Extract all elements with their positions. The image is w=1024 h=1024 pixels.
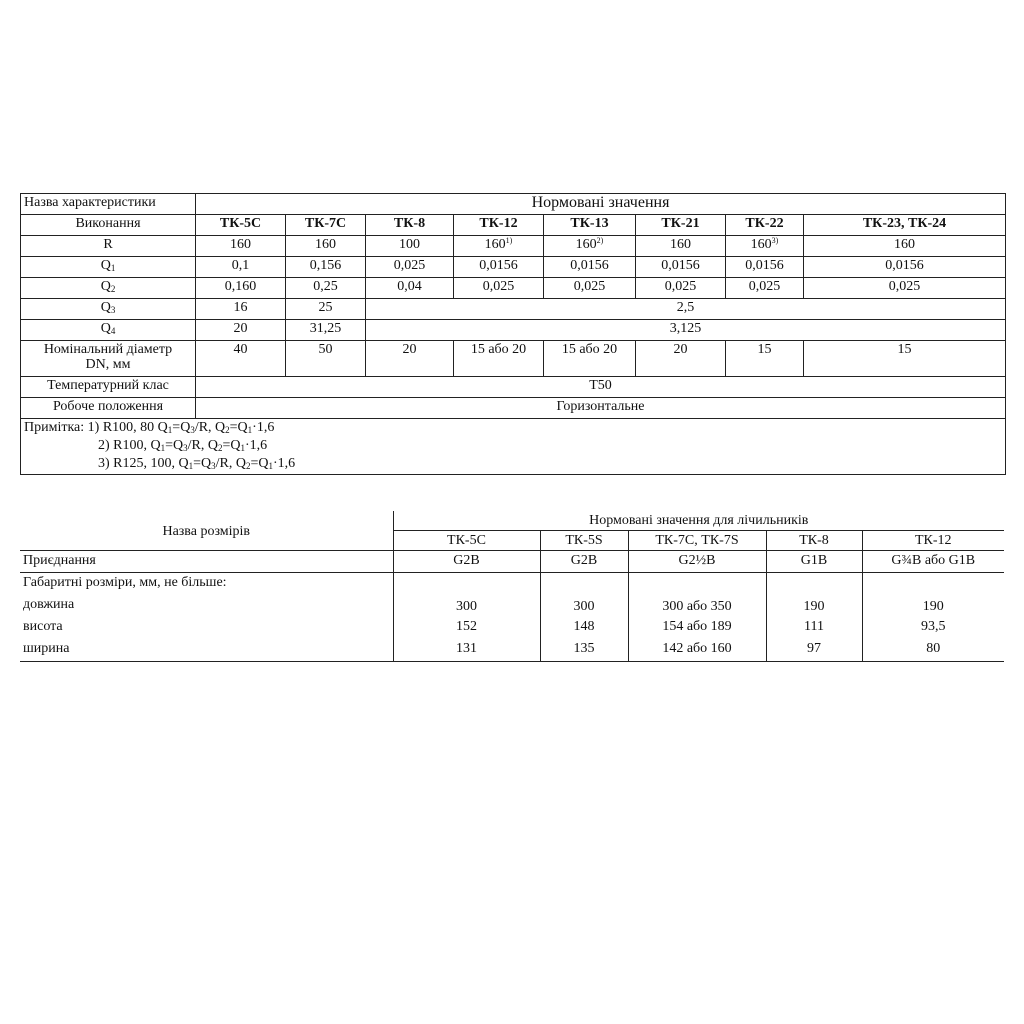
value-cell: 190 [766, 595, 862, 617]
value-cell: G1B [766, 551, 862, 573]
q-subscript: 3 [211, 461, 216, 471]
value-cell-merged: 2,5 [366, 299, 1006, 320]
value-cell: 160 [636, 236, 726, 257]
row-label [21, 278, 196, 299]
value-cell-merged: Горизонтальне [196, 398, 1006, 419]
row-label: Температурний клас [21, 377, 196, 398]
value-cell: 31,25 [286, 320, 366, 341]
model-cell: ТК-21 [636, 215, 726, 236]
length-row [20, 595, 1004, 617]
q-subscript: 3 [190, 425, 195, 435]
value-cell: 40 [196, 341, 286, 377]
value-cell: 0,025 [726, 278, 804, 299]
note-text: =Q [222, 438, 241, 453]
footnote-mark: 3) [771, 236, 779, 245]
q-letter: Q [100, 300, 111, 315]
table-header-row [20, 511, 1004, 531]
q-subscript: 2 [245, 461, 251, 471]
value-cell: 0,025 [544, 278, 636, 299]
value-cell: 0,0156 [454, 257, 544, 278]
value-cell [726, 236, 804, 257]
value-cell: 0,1 [196, 257, 286, 278]
note-text: =Q [193, 456, 212, 471]
q-subscript: 2 [217, 443, 223, 453]
value-text: 160 [575, 237, 597, 252]
value-text: 160 [750, 237, 772, 252]
note-text: /R, Q [187, 438, 218, 453]
value-cell: 20 [636, 341, 726, 377]
note-line-2 [24, 438, 1002, 456]
model-cell: ТК-7С [286, 215, 366, 236]
temp-class-row [21, 377, 1006, 398]
value-cell: 0,0156 [726, 257, 804, 278]
q-subscript: 4 [110, 326, 116, 336]
q-letter: Q [100, 258, 111, 273]
value-cell: 300 або 350 [628, 595, 766, 617]
value-cell-merged: 3,125 [366, 320, 1006, 341]
model-cell: ТК-12 [454, 215, 544, 236]
dims-title-row [20, 573, 1004, 596]
value-cell: 0,04 [366, 278, 454, 299]
row-label [21, 320, 196, 341]
value-cell: 148 [540, 617, 628, 639]
q-subscript: 1 [240, 443, 245, 453]
row-label: Робоче положення [21, 398, 196, 419]
row-label: R [21, 236, 196, 257]
value-cell: 0,025 [636, 278, 726, 299]
q-subscript: 1 [247, 425, 253, 435]
dimensions-table [20, 511, 1004, 662]
note-text: 2) R100, Q [98, 438, 161, 453]
model-cell: ТК-7С, ТК-7S [628, 531, 766, 551]
model-cell: ТК-8 [766, 531, 862, 551]
value-cell: 93,5 [862, 617, 1004, 639]
q3-row [21, 299, 1006, 320]
q-subscript: 1 [268, 461, 273, 471]
value-cell: G2B [540, 551, 628, 573]
q4-row [21, 320, 1006, 341]
note-text: /R, Q [215, 456, 246, 471]
note-text: 3) R125, 100, Q [98, 456, 189, 471]
note-text: ·1,6 [273, 456, 296, 471]
q-subscript: 2 [225, 425, 230, 435]
note-text: =Q [172, 420, 191, 435]
value-cell: 0,025 [804, 278, 1006, 299]
model-cell: ТК-22 [726, 215, 804, 236]
dn-label-line2: DN, мм [85, 357, 131, 372]
note-text: 1) R100, 80 Q [87, 420, 168, 435]
models-row [21, 215, 1006, 236]
value-cell: 15 або 20 [544, 341, 636, 377]
header-values-cell: Нормовані значення [196, 194, 1006, 215]
value-cell: 0,25 [286, 278, 366, 299]
note-text: =Q [165, 438, 184, 453]
value-text: 160 [484, 237, 506, 252]
q-subscript: 1 [188, 461, 194, 471]
value-cell: 300 [540, 595, 628, 617]
note-text: =Q [229, 420, 248, 435]
value-cell: 0,0156 [544, 257, 636, 278]
value-cell: 100 [366, 236, 454, 257]
value-cell: 15 або 20 [454, 341, 544, 377]
notes-cell [21, 419, 1006, 475]
value-cell-merged: Т50 [196, 377, 1006, 398]
value-cell: G¾B або G1B [862, 551, 1004, 573]
value-cell: 160 [286, 236, 366, 257]
row-label: ширина [20, 639, 393, 662]
value-cell [544, 236, 636, 257]
value-cell: 50 [286, 341, 366, 377]
model-cell: ТК-5S [540, 531, 628, 551]
height-row [20, 617, 1004, 639]
value-cell: 20 [366, 341, 454, 377]
q-letter: Q [100, 321, 111, 336]
value-cell: 300 [393, 595, 540, 617]
value-cell: 0,0156 [636, 257, 726, 278]
note-text: ·1,6 [245, 438, 268, 453]
q-subscript: 1 [167, 425, 173, 435]
value-cell: 16 [196, 299, 286, 320]
position-row [21, 398, 1006, 419]
value-cell: G2B [393, 551, 540, 573]
value-cell: 0,0156 [804, 257, 1006, 278]
dims-title: Габаритні розміри, мм, не більше: [23, 575, 227, 590]
value-cell: 131 [393, 639, 540, 662]
row-label [21, 299, 196, 320]
q2-row [21, 278, 1006, 299]
dn-row [21, 341, 1006, 377]
row-label [21, 341, 196, 377]
value-cell: 0,025 [366, 257, 454, 278]
width-row [20, 639, 1004, 662]
note-text: /R, Q [194, 420, 226, 435]
footnote-mark: 2) [596, 236, 604, 245]
value-cell: 20 [196, 320, 286, 341]
header-values-cell: Нормовані значення для лічильників [393, 511, 1004, 531]
value-cell: 135 [540, 639, 628, 662]
note-line-1 [24, 420, 1002, 438]
value-cell: G2½B [628, 551, 766, 573]
notes-row [21, 419, 1006, 475]
q-subscript: 3 [110, 305, 116, 315]
value-cell [454, 236, 544, 257]
q-subscript: 3 [183, 443, 188, 453]
model-cell: ТК-12 [862, 531, 1004, 551]
notes-prefix: Примітка: [24, 420, 85, 435]
note-line-3 [24, 456, 1002, 474]
value-cell: 111 [766, 617, 862, 639]
value-cell: 0,160 [196, 278, 286, 299]
row-label: висота [23, 619, 63, 634]
value-cell: 142 або 160 [628, 639, 766, 662]
value-cell: 0,025 [454, 278, 544, 299]
header-name-cell: Назва розмірів [20, 511, 393, 551]
value-cell: 190 [862, 595, 1004, 617]
model-cell: ТК-5С [393, 531, 540, 551]
row-label: довжина [23, 597, 75, 612]
row-label [21, 257, 196, 278]
value-cell: 160 [196, 236, 286, 257]
q-subscript: 2 [110, 284, 116, 294]
value-cell: 0,156 [286, 257, 366, 278]
q-subscript: 1 [160, 443, 166, 453]
q-letter: Q [100, 279, 111, 294]
model-cell: ТК-13 [544, 215, 636, 236]
value-cell: 25 [286, 299, 366, 320]
table-header-row [21, 194, 1006, 215]
connection-row [20, 551, 1004, 573]
characteristics-table [20, 193, 1006, 475]
value-cell: 97 [766, 639, 862, 662]
note-text: ·1,6 [252, 420, 275, 435]
value-cell: 15 [804, 341, 1006, 377]
footnote-mark: 1) [505, 236, 513, 245]
q1-row [21, 257, 1006, 278]
q-subscript: 1 [110, 263, 116, 273]
value-cell: 154 або 189 [628, 617, 766, 639]
value-cell: 80 [862, 639, 1004, 662]
header-name-cell: Назва характеристики [21, 194, 196, 215]
model-cell: ТК-8 [366, 215, 454, 236]
row-label: Приєднання [20, 551, 393, 573]
value-cell: 15 [726, 341, 804, 377]
r-row [21, 236, 1006, 257]
note-text: =Q [250, 456, 269, 471]
model-cell: ТК-5С [196, 215, 286, 236]
dn-label-line1: Номінальний діаметр [43, 342, 173, 357]
value-cell: 152 [393, 617, 540, 639]
value-cell: 160 [804, 236, 1006, 257]
model-cell: ТК-23, ТК-24 [804, 215, 1006, 236]
models-label: Виконання [21, 215, 196, 236]
